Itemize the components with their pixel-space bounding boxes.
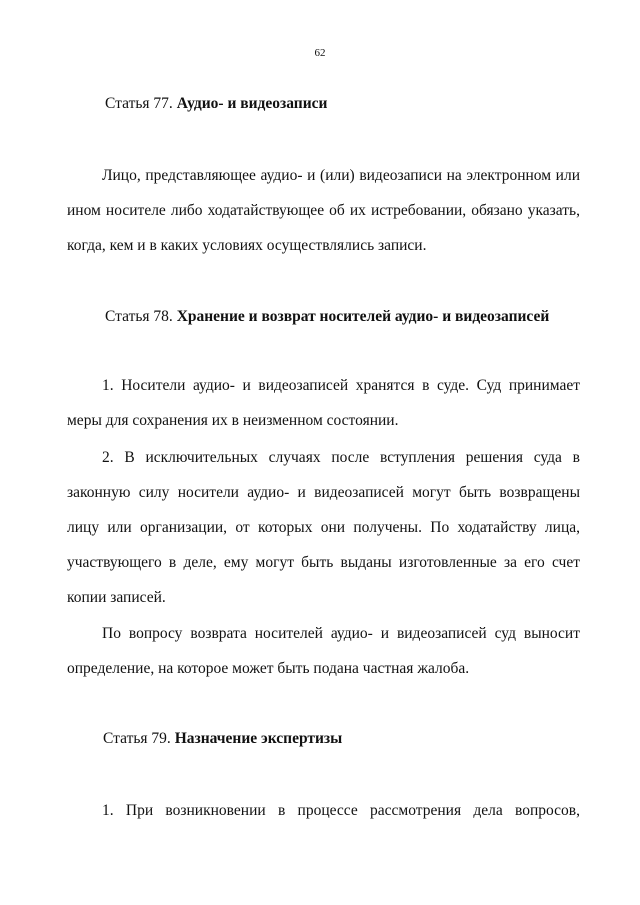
article-79-heading bbox=[103, 729, 342, 749]
article-79-title: Назначение экспертизы bbox=[174, 730, 343, 747]
article-78-paragraph-3: По вопросу возврата носителей аудио- и видеозаписей суд выносит определение, на которое может быть подана частная жалоба. bbox=[67, 625, 580, 677]
article-77-number: Статья 77. bbox=[105, 95, 173, 112]
article-78-title: Хранение и возврат носителей аудио- и видеозаписей bbox=[176, 308, 550, 325]
article-78-number: Статья 78. bbox=[105, 308, 173, 325]
article-77-paragraph-1: Лицо, представляющее аудио- и (или) видеозаписи на электронном или ином носителе либо ходатайствующее об их истребовании, обязано указать, когда, кем и в каких условиях осуществлялись записи. bbox=[67, 167, 580, 254]
article-78-paragraph-1: 1. Носители аудио- и видеозаписей хранятся в суде. Суд принимает меры для сохранения их в неизменном состоянии. bbox=[67, 377, 580, 429]
article-77-title: Аудио- и видеозаписи bbox=[176, 95, 328, 112]
article-79-paragraph-1: 1. При возникновении в процессе рассмотрения дела вопросов, bbox=[102, 802, 580, 819]
page-number: 62 bbox=[314, 47, 326, 59]
article-78-paragraph-2: 2. В исключительных случаях после вступления решения суда в законную силу носители аудио- и видеозаписей могут быть возвращены лицу или организации, от которых они получены. По ходатайству лица, участвующего в деле, ему могут быть выданы изготовленные за его счет копии записей. bbox=[67, 449, 580, 606]
article-78-heading bbox=[105, 307, 549, 327]
article-77-heading bbox=[105, 94, 327, 114]
article-79-number: Статья 79. bbox=[103, 730, 171, 747]
